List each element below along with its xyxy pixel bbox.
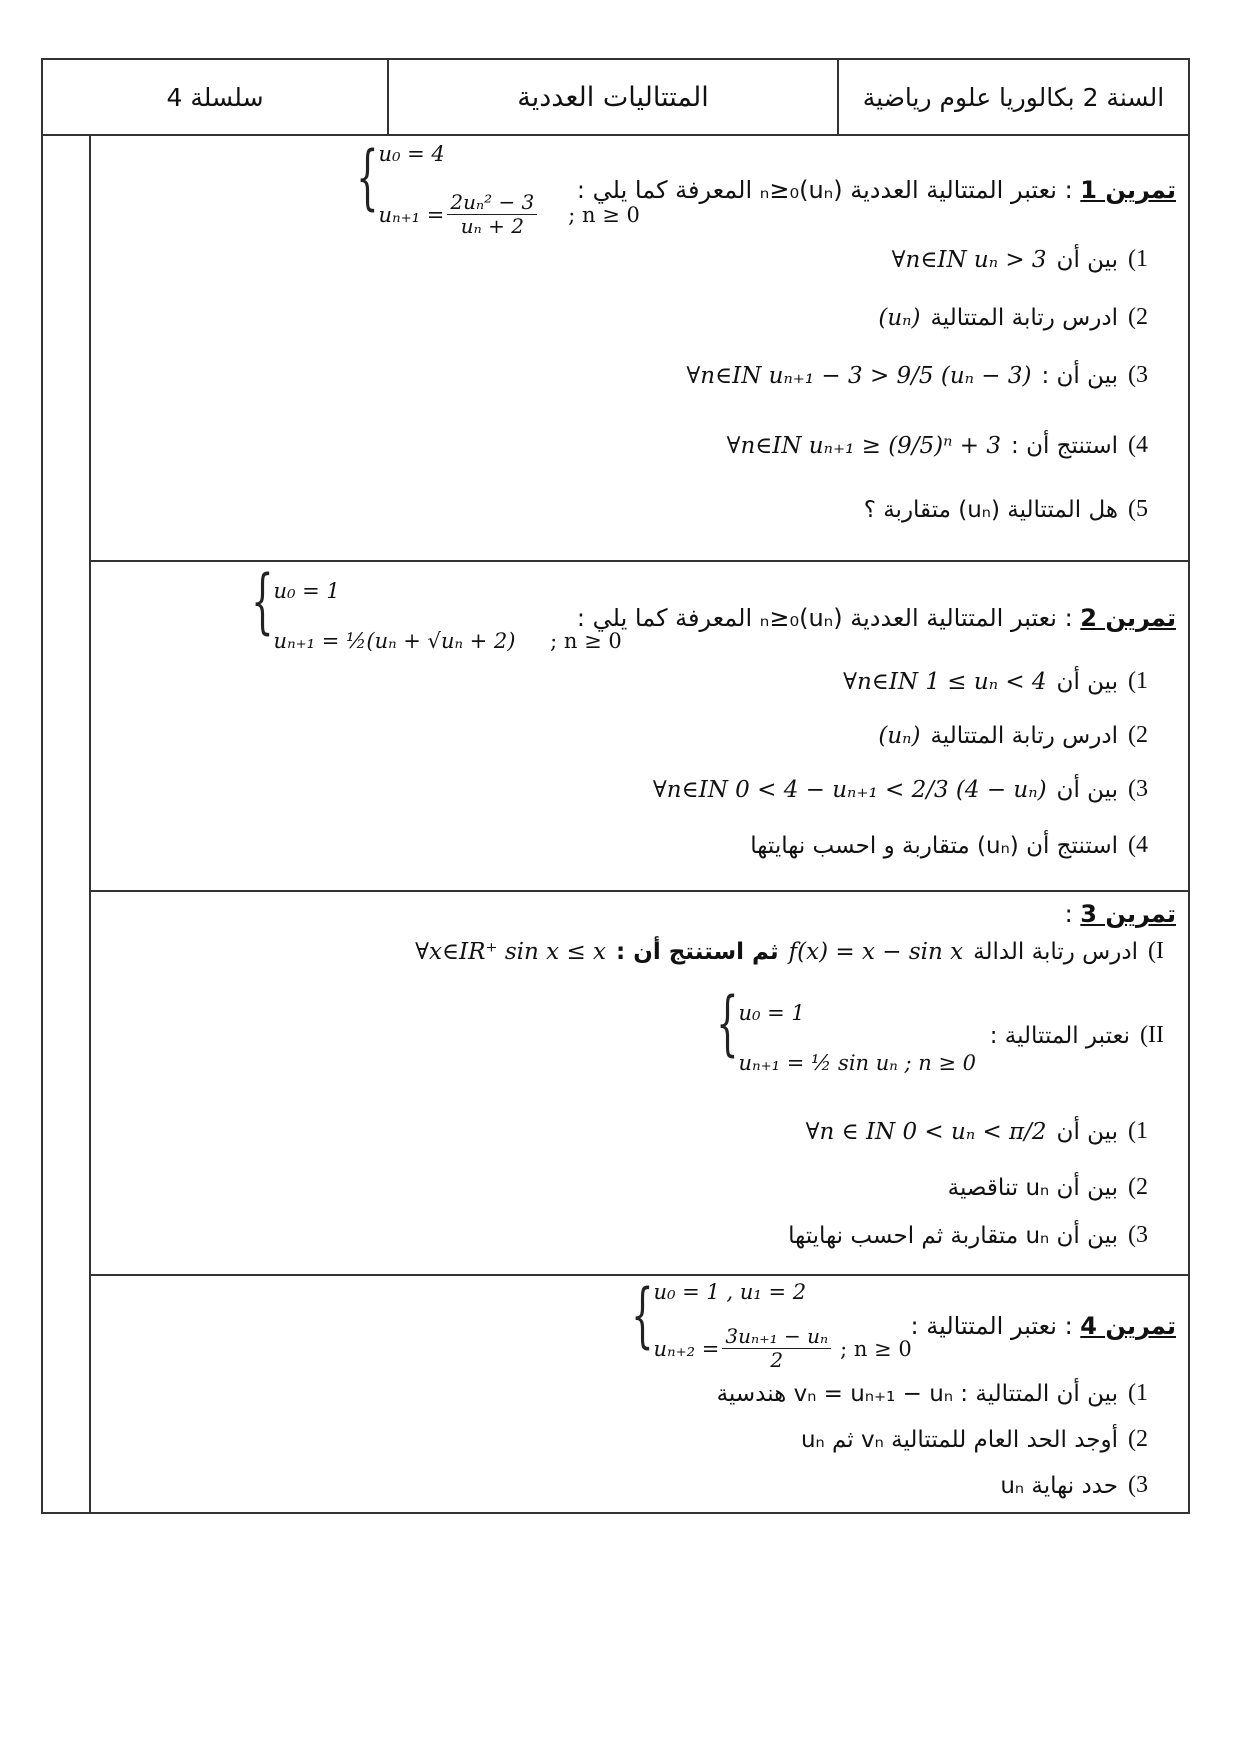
item-text: ادرس رتابة المتتالية [930, 304, 1118, 331]
level-cell [839, 60, 1188, 134]
item-number: 1) [1128, 246, 1148, 272]
exercise-1-system [334, 136, 640, 238]
item-math: ∀n∈IN 0 < 4 − uₙ₊₁ < 2/3 (4 − uₙ) [652, 776, 1047, 803]
exercise-1-intro: : نعتبر المتتالية العددية (uₙ)ₙ≥₀ المعرفة كما يلي : [576, 176, 1073, 204]
exercise-2-label: تمرين 2 [1080, 604, 1176, 632]
part-function: f(x) = x − sin x [788, 938, 964, 965]
list-item [727, 432, 1148, 459]
exercise-3-label: تمرين 3 [1080, 900, 1176, 928]
exercise-2 [89, 562, 1188, 892]
item-number: 1) [1128, 1118, 1148, 1144]
part-then: ثم استنتج أن : [616, 938, 779, 965]
part-1 [415, 938, 1164, 965]
item-math: ∀n∈IN 1 ≤ uₙ < 4 [843, 668, 1047, 695]
brace-icon: { [631, 1274, 654, 1356]
brace-icon: { [356, 136, 379, 218]
item-text: بين أن uₙ تناقصية [947, 1174, 1118, 1201]
item-text: استنتج أن (uₙ) متقاربة و احسب نهايتها [750, 832, 1118, 859]
item-math: ∀n ∈ IN 0 < uₙ < π/2 [805, 1118, 1047, 1145]
exercise-2-system [229, 560, 622, 666]
list-item [878, 304, 1148, 331]
list-item [801, 1426, 1148, 1453]
topic-cell [389, 60, 839, 134]
exercise-2-intro: : نعتبر المتتالية العددية (uₙ)ₙ≥₀ المعرفة كما يلي : [576, 604, 1073, 632]
sys-u0: u₀ = 1 [738, 1001, 805, 1025]
item-text: بين أن uₙ متقاربة ثم احسب نهايتها [788, 1222, 1118, 1249]
item-number: 2) [1128, 722, 1148, 748]
item-number: 5) [1128, 496, 1148, 522]
sys-u0: u₀ = 4 [378, 142, 445, 166]
item-math: ∀n∈IN uₙ₊₁ ≥ (9/5)ⁿ + 3 [726, 432, 1002, 459]
topic-title: المتتاليات العددية [517, 81, 709, 113]
item-text: بين أن [1056, 668, 1118, 695]
item-text: بين أن [1056, 246, 1118, 273]
part-number: II) [1140, 1022, 1164, 1048]
part-math: ∀x∈IR⁺ sin x ≤ x [415, 938, 606, 965]
sys-recurrence: uₙ₊₁ = ½ sin uₙ ; n ≥ 0 [738, 1051, 977, 1075]
list-item [686, 362, 1148, 389]
series-cell [43, 60, 389, 134]
sys-lhs: uₙ₊₂ = [653, 1336, 720, 1361]
list-item [788, 1222, 1148, 1249]
sys-denominator: uₙ + 2 [460, 214, 524, 238]
item-number: 4) [1128, 832, 1148, 858]
exercise-1-label: تمرين 1 [1080, 176, 1176, 204]
sys-condition: ; n ≥ 0 [568, 202, 640, 227]
level-label: السنة 2 بكالوريا علوم رياضية [862, 82, 1165, 112]
exercise-1-heading [577, 176, 1176, 204]
item-text: ادرس رتابة المتتالية [930, 722, 1118, 749]
sys-numerator: 2uₙ² − 3 [447, 191, 537, 215]
exercise-4-system [609, 1274, 912, 1372]
list-item [1000, 1472, 1148, 1499]
exercises-frame [41, 136, 1190, 1514]
sys-recurrence: uₙ₊₁ = ½(uₙ + √uₙ + 2) [273, 629, 516, 653]
part-text: ادرس رتابة الدالة [973, 938, 1138, 965]
exercise-3-colon: : [1064, 900, 1073, 928]
item-text: أوجد الحد العام للمتتالية vₙ ثم uₙ [800, 1426, 1118, 1453]
header-table [41, 58, 1190, 136]
list-item [878, 722, 1148, 749]
exercise-2-heading [577, 604, 1176, 632]
item-number: 3) [1128, 362, 1148, 388]
part-number: I) [1148, 938, 1164, 964]
sys-lhs: uₙ₊₁ = [378, 202, 445, 227]
exercise-4-intro: : نعتبر المتتالية : [910, 1312, 1073, 1340]
item-text: حدد نهاية uₙ [1000, 1472, 1118, 1499]
brace-icon: { [251, 560, 274, 642]
list-item [806, 1118, 1148, 1145]
sys-denominator: 2 [770, 1348, 784, 1372]
item-number: 1) [1128, 1380, 1148, 1406]
item-text: بين أن [1056, 776, 1118, 803]
item-math: (uₙ) [878, 304, 921, 331]
exercise-4-heading [911, 1312, 1176, 1340]
item-text: استنتج أن : [1011, 432, 1118, 459]
sys-u0: u₀ = 1 [273, 579, 340, 603]
list-item [750, 832, 1148, 859]
brace-icon: { [716, 982, 739, 1064]
list-item [843, 668, 1148, 695]
item-text: بين أن المتتالية : vₙ = uₙ₊₁ − uₙ هندسية [716, 1380, 1118, 1407]
exercise-3 [89, 892, 1188, 1276]
list-item [864, 496, 1148, 523]
item-math: (uₙ) [878, 722, 921, 749]
list-item [892, 246, 1148, 273]
exercise-4 [89, 1276, 1188, 1512]
item-number: 2) [1128, 304, 1148, 330]
sys-u0: u₀ = 1 , u₁ = 2 [653, 1280, 807, 1304]
item-number: 3) [1128, 1472, 1148, 1498]
item-number: 2) [1128, 1174, 1148, 1200]
item-number: 4) [1128, 432, 1148, 458]
item-math: ∀n∈IN uₙ₊₁ − 3 > 9/5 (uₙ − 3) [686, 362, 1032, 389]
sys-numerator: 3uₙ₊₁ − uₙ [722, 1325, 831, 1349]
exercise-1 [89, 136, 1188, 562]
item-number: 1) [1128, 668, 1148, 694]
sys-condition: ; n ≥ 0 [550, 629, 622, 653]
sys-condition: ; n ≥ 0 [840, 1336, 912, 1361]
item-text: بين أن : [1041, 362, 1118, 389]
list-item [653, 776, 1148, 803]
exercise-3-heading [1065, 900, 1176, 928]
item-number: 3) [1128, 1222, 1148, 1248]
worksheet [41, 58, 1190, 1514]
list-item [948, 1174, 1148, 1201]
item-number: 3) [1128, 776, 1148, 802]
part-2 [990, 1022, 1164, 1049]
item-math: ∀n∈IN uₙ > 3 [891, 246, 1047, 273]
item-text: بين أن [1056, 1118, 1118, 1145]
item-number: 2) [1128, 1426, 1148, 1452]
item-text: هل المتتالية (uₙ) متقاربة ؟ [863, 496, 1118, 523]
exercise-3-system [694, 982, 977, 1088]
list-item [717, 1380, 1148, 1407]
exercise-4-label: تمرين 4 [1080, 1312, 1176, 1340]
part-text: نعتبر المتتالية : [989, 1022, 1131, 1049]
series-label: سلسلة 4 [166, 82, 264, 112]
